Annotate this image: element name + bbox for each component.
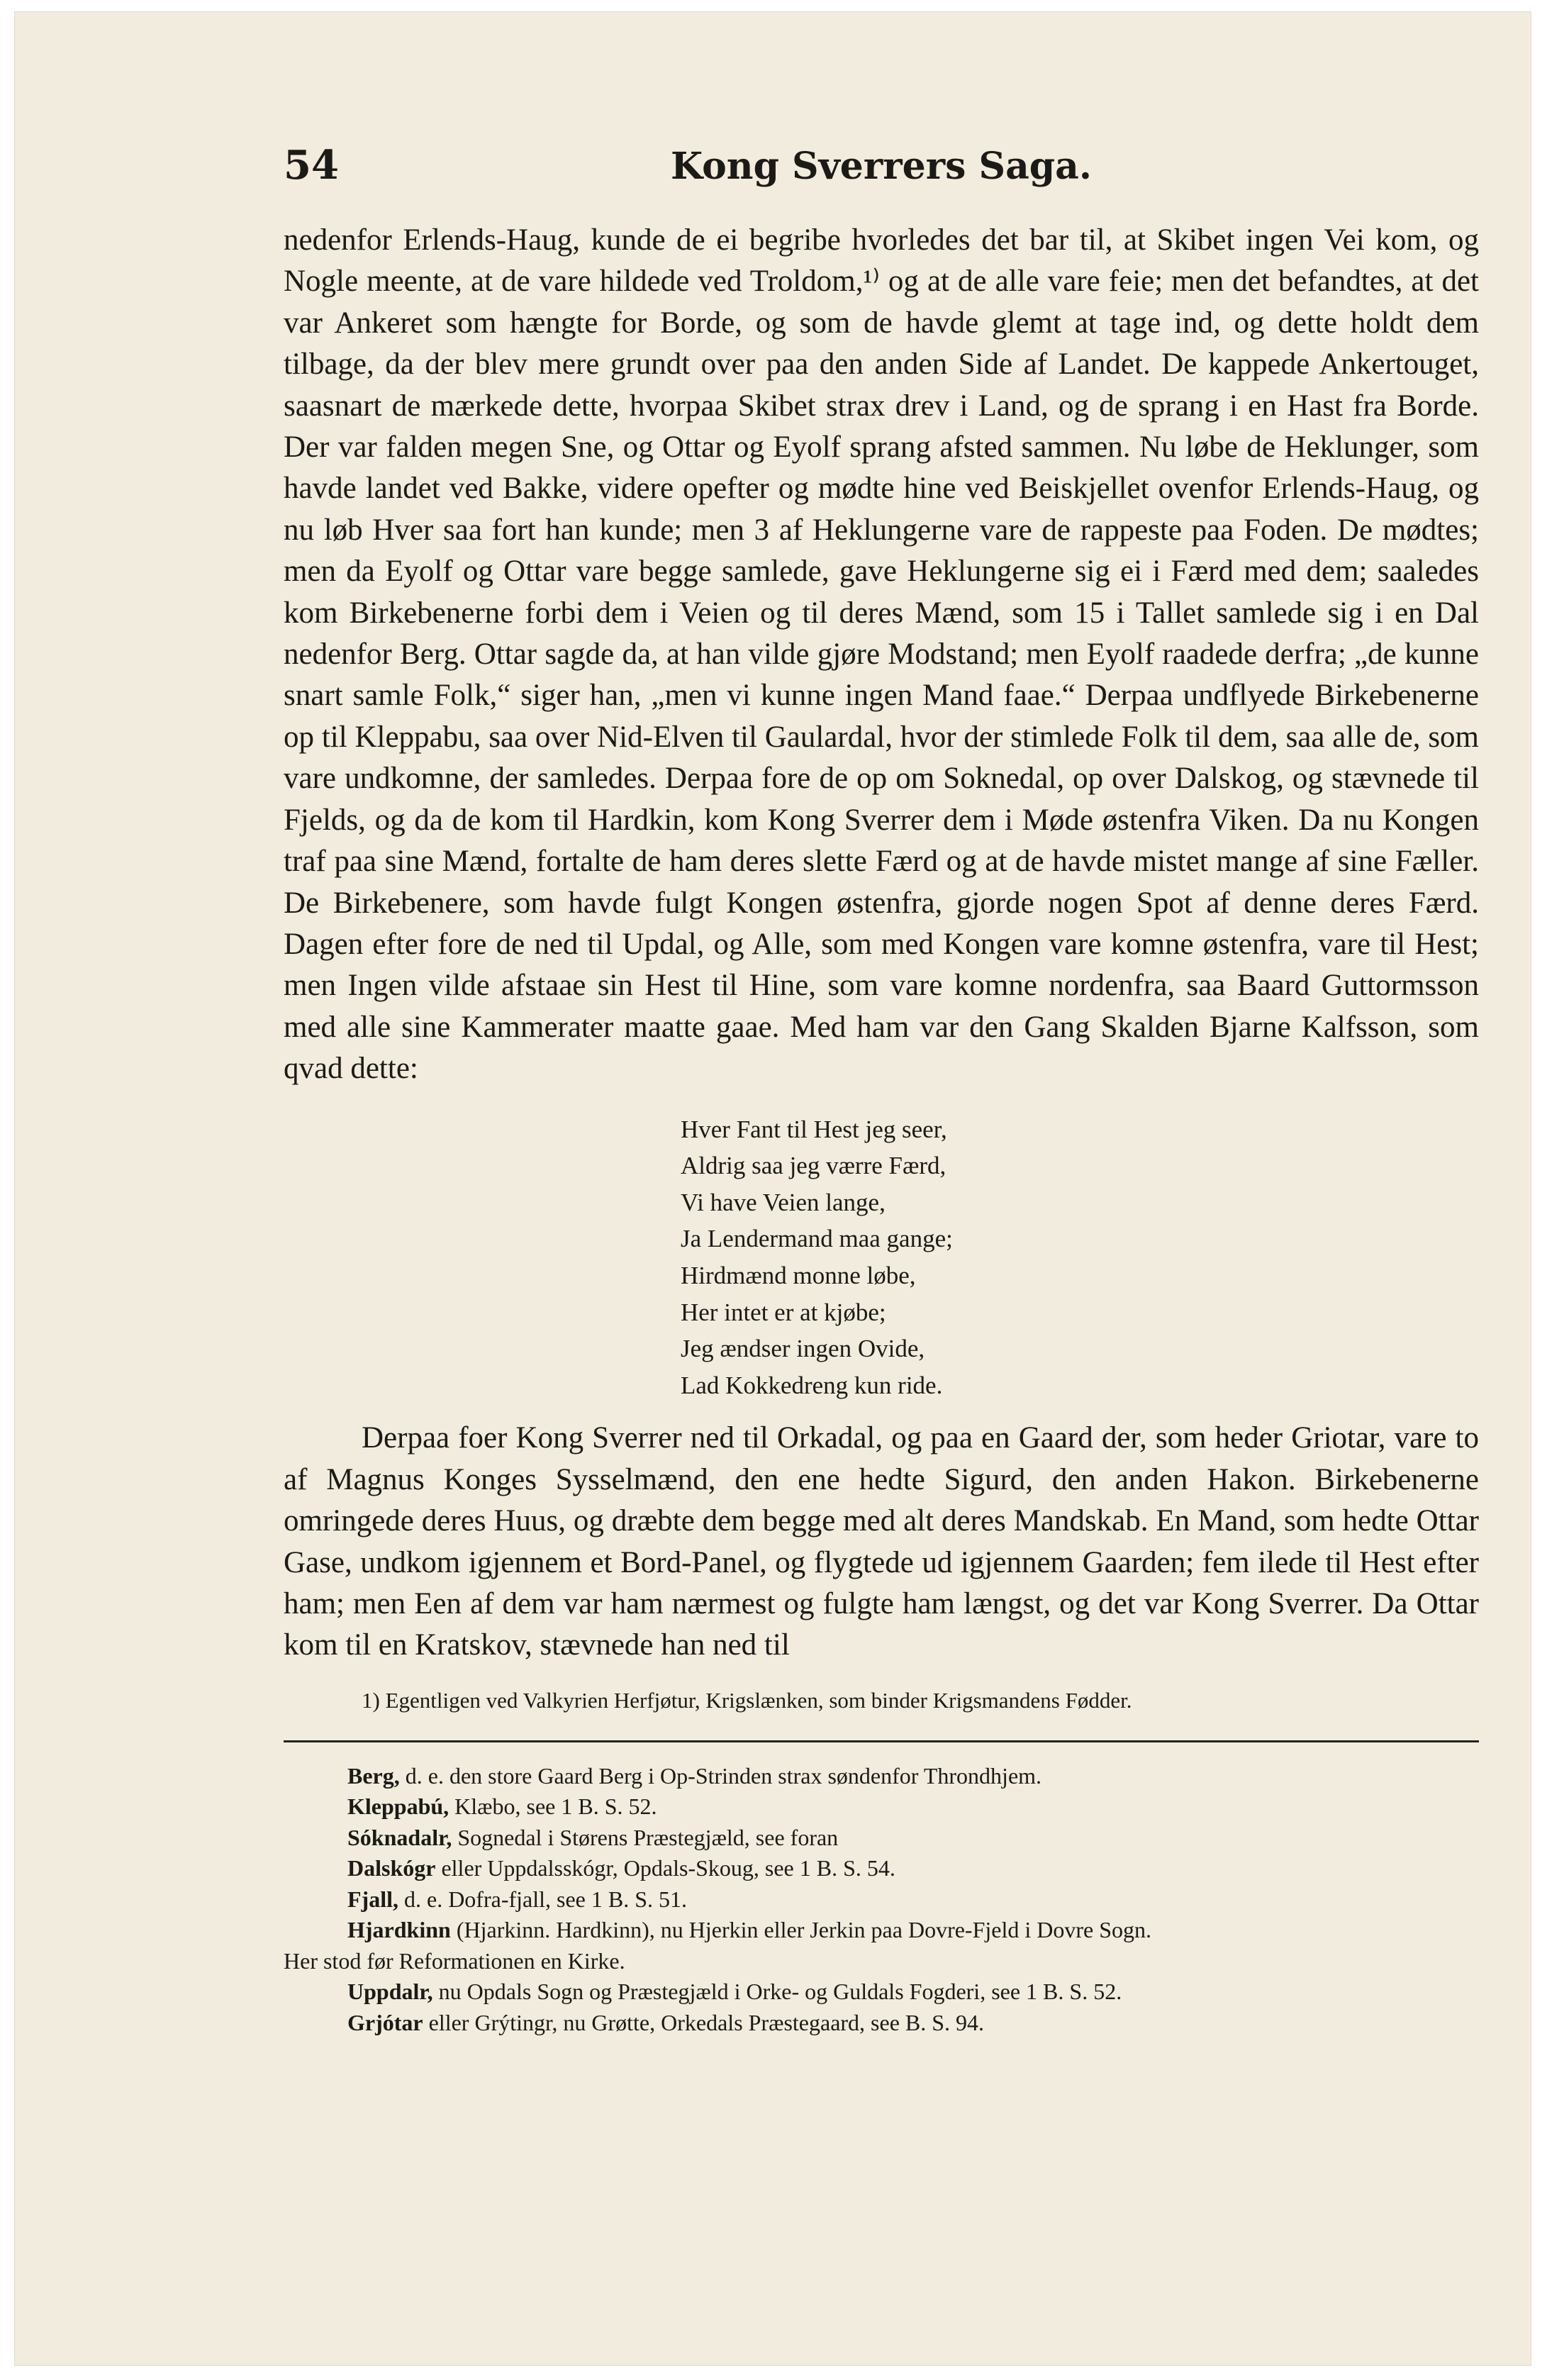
note-text: (Hjarkinn. Hardkinn), nu Hjerkin eller Jerkin paa Dovre-Fjeld i Dovre Sogn. bbox=[450, 1917, 1152, 1943]
note-item-continuation bbox=[284, 1946, 1479, 1977]
note-text: Sognedal i Størens Præstegjæld, see foran bbox=[452, 1824, 839, 1850]
note-item bbox=[284, 1761, 1479, 1792]
note-text: Her stod før Reformationen en Kirke. bbox=[284, 1947, 625, 1974]
poem-line: Her intet er at kjøbe; bbox=[681, 1298, 886, 1326]
notes-divider bbox=[284, 1740, 1479, 1742]
poem-line: Aldrig saa jeg værre Færd, bbox=[681, 1152, 946, 1180]
page-number: 54 bbox=[284, 142, 339, 189]
note-text: nu Opdals Sogn og Præstegjæld i Orke- og Guldals Fogderi, see 1 B. S. 52. bbox=[432, 1979, 1122, 2005]
note-item bbox=[284, 2008, 1479, 2039]
note-term: Dalskógr bbox=[347, 1855, 436, 1881]
note-item bbox=[284, 1915, 1479, 1946]
running-title: Kong Sverrers Saga. bbox=[671, 145, 1092, 188]
note-item bbox=[284, 1823, 1479, 1854]
place-notes bbox=[284, 1761, 1479, 2039]
poem-line: Jeg ændser ingen Ovide, bbox=[681, 1335, 925, 1363]
poem-line: Vi have Veien lange, bbox=[681, 1188, 886, 1216]
footnote: 1) Egentligen ved Valkyrien Herfjøtur, Krigslænken, som binder Krigsmandens Fødder. bbox=[362, 1687, 1132, 1713]
note-text: d. e. Dofra-fjall, see 1 B. S. 51. bbox=[398, 1886, 687, 1912]
note-term: Grjótar bbox=[347, 2009, 423, 2035]
note-text: Klæbo, see 1 B. S. 52. bbox=[449, 1794, 657, 1820]
note-term: Sóknadalr, bbox=[347, 1824, 452, 1850]
note-item bbox=[284, 1884, 1479, 1915]
note-text: d. e. den store Gaard Berg i Op-Strinden strax søndenfor Throndhjem. bbox=[399, 1762, 1042, 1789]
page-header bbox=[284, 142, 1479, 220]
poem-line: Hver Fant til Hest jeg seer, bbox=[681, 1115, 947, 1143]
body-paragraph-1: nedenfor Erlends-Haug, kunde de ei begribe hvorledes det bar til, at Skibet ingen Vei kom, og Nogle meente, at de vare hildede ved Troldom,¹⁾ og at de alle vare feie; men det befandtes, at det var Ankeret som hængte for Borde, og som de havde glemt at tage ind, og dette holdt dem tilbage, da der blev mere grundt over paa den anden Side af Landet. De kappede Ankertouget, saasnart de mærkede dette, hvorpaa Skibet strax drev i Land, og de sprang i en Hast fra Borde. Der var falden megen Sne, og Ottar og Eyolf sprang afsted sammen. Nu løbe de Heklunger, som havde landet ved Bakke, videre opefter og mødte hine ved Beiskjellet ovenfor Erlends-Haug, og nu løb Hver saa fort han kunde; men 3 af Heklungerne vare de rappeste paa Foden. De mødtes; men da Eyolf og Ottar vare begge samlede, gave Heklungerne sig ei i Færd med dem; saaledes kom Birkebenerne forbi dem i Veien og til deres Mænd, som 15 i Tallet samlede sig i en Dal nedenfor Berg. Ottar sagde da, at han vilde gjøre Modstand; men Eyolf raadede derfra; „de kunne snart samle Folk,“ siger han, „men vi kunne ingen Mand faae.“ Derpaa undflyede Birkebenerne op til Kleppabu, saa over Nid-Elven til Gaulardal, hvor der stimlede Folk til dem, saa alle de, som vare undkomne, der samledes. Derpaa fore de op om Soknedal, op over Dalskog, og stævnede til Fjelds, og da de kom til Hardkin, kom Kong Sverrer dem i Møde østenfra Viken. Da nu Kongen traf paa sine Mænd, fortalte de ham deres slette Færd og at de havde mistet mange af sine Fæller. De Birkebenere, som havde fulgt Kongen østenfra, gjorde nogen Spot af denne deres Færd. Dagen efter fore de ned til Updal, og Alle, som med Kongen vare komne østenfra, vare til Hest; men Ingen vilde afstaae sin Hest til Hine, som vare komne nordenfra, saa Baard Guttormsson med alle sine Kammerater maatte gaae. Med ham var den Gang Skalden Bjarne Kalfsson, som qvad dette: bbox=[284, 223, 1479, 1086]
note-text: eller Grýtingr, nu Grøtte, Orkedals Præstegaard, see B. S. 94. bbox=[423, 2009, 985, 2035]
note-item bbox=[284, 1791, 1479, 1823]
note-term: Fjall, bbox=[347, 1886, 398, 1912]
poem-line: Hirdmænd monne løbe, bbox=[681, 1261, 916, 1289]
note-term: Hjardkinn bbox=[347, 1917, 451, 1943]
poem-line: Lad Kokkedreng kun ride. bbox=[681, 1371, 943, 1399]
poem-verse bbox=[681, 1111, 1479, 1404]
note-text: eller Uppdalsskógr, Opdals-Skoug, see 1 B. S. 54. bbox=[435, 1855, 895, 1881]
note-term: Berg, bbox=[347, 1762, 400, 1789]
poem-line: Ja Lendermand maa gange; bbox=[681, 1225, 953, 1253]
note-term: Uppdalr, bbox=[347, 1979, 433, 2005]
note-item bbox=[284, 1976, 1479, 2008]
note-term: Kleppabú, bbox=[347, 1794, 449, 1820]
book-page bbox=[284, 142, 1479, 2038]
body-paragraph-2: Derpaa foer Kong Sverrer ned til Orkadal, og paa en Gaard der, som heder Griotar, vare to af Magnus Konges Sysselmænd, den ene hedte Sigurd, den anden Hakon. Birkebenerne omringede deres Huus, og dræbte dem begge med alt deres Mandskab. En Mand, som hedte Ottar Gase, undkom igjennem et Bord-Panel, og flygtede ud igjennem Gaarden; fem ilede til Hest efter ham; men Een af dem var ham nærmest og fulgte ham længst, og det var Kong Sverrer. Da Ottar kom til en Kratskov, stævnede han ned til bbox=[284, 1421, 1479, 1662]
note-item bbox=[284, 1853, 1479, 1884]
